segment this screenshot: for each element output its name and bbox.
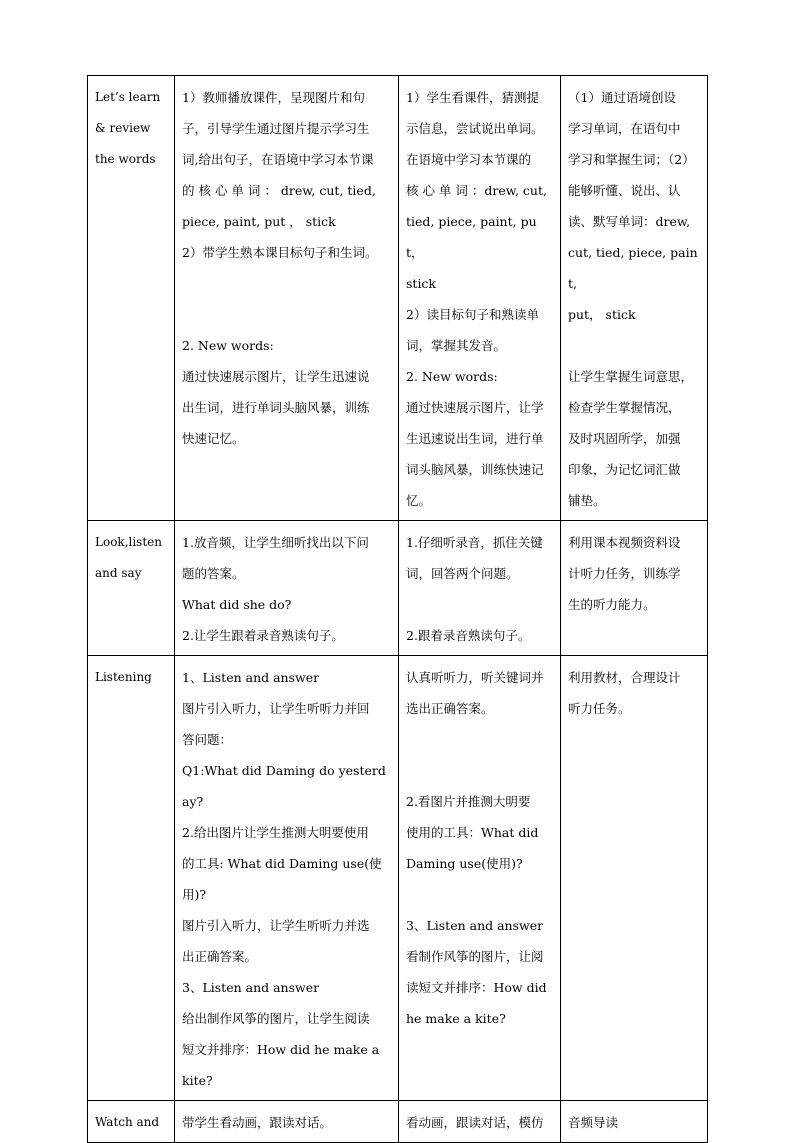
student-text-line: 词，掌握其发音。 [406, 338, 507, 353]
blank-line [406, 879, 553, 910]
purpose-text-line: cut, tied, piece, paint, [568, 245, 698, 291]
student-text-line: 2.跟着录音熟读句子。 [406, 628, 531, 643]
step-text-line: Let’s learn [95, 90, 161, 104]
purpose-text-line: 及时巩固所学，加强 [568, 431, 681, 446]
student-text-line: 在语境中学习本节课的 [406, 152, 532, 167]
purpose-text-line: 读、默写单词：drew, [568, 214, 691, 229]
student-text-line: 词头脑风暴，训练快速记 [406, 462, 544, 477]
teacher-text-line: 的 核 心 单 词 ： drew, cut, tied, [182, 183, 376, 198]
student-text-line: 2. New words: [406, 369, 498, 384]
teacher-cell [175, 656, 399, 1101]
purpose-text-line: 印象，为记忆词汇做 [568, 462, 681, 477]
teacher-text-line: 2.给出图片让学生推测大明要使用 [182, 825, 369, 840]
teacher-cell [175, 1101, 399, 1143]
purpose-text-line: 铺垫。 [568, 493, 606, 508]
purpose-text-line: 计听力任务，训练学 [568, 566, 681, 581]
student-text-line: 忆。 [406, 493, 432, 508]
teacher-text-line: 带学生看动画，跟读对话。 [182, 1115, 333, 1130]
table-row [88, 1101, 708, 1143]
blank-line [406, 755, 553, 786]
teacher-text-line: 出正确答案。 [182, 949, 258, 964]
step-text-line: & review [95, 121, 151, 135]
student-text-line: 生迅速说出生词，进行单 [406, 431, 544, 446]
step-text-line: Listening [95, 670, 152, 684]
student-text-line: 使用的工具：What did [406, 825, 539, 840]
teacher-text-line: 1）教师播放课件，呈现图片和句 [182, 90, 365, 105]
student-text-line: 核 心 单 词 ：drew, cut, [406, 183, 547, 198]
teacher-text-line: 2. New words: [182, 338, 274, 353]
student-cell [399, 1101, 561, 1143]
teacher-text-line: 图片引入听力，让学生听听力并回 [182, 701, 370, 716]
step-cell [88, 1101, 175, 1143]
step-text-line: and say [95, 566, 142, 580]
step-cell [88, 521, 175, 656]
blank-line [568, 330, 700, 361]
teacher-text-line: 图片引入听力，让学生听听力并选 [182, 918, 370, 933]
teacher-cell [175, 76, 399, 521]
purpose-text-line: 生的听力能力。 [568, 597, 656, 612]
teacher-text-line: Q1:What did Daming do yesterday? [182, 763, 386, 809]
table-row [88, 76, 708, 521]
purpose-text-line: 学习和掌握生词；（2） [568, 152, 695, 167]
teacher-text-line: kite? [182, 1073, 213, 1088]
purpose-text-line: 利用课本视频资料设 [568, 535, 681, 550]
teacher-text-line: 通过快速展示图片，让学生迅速说 [182, 369, 370, 384]
student-text-line: 词，回答两个问题。 [406, 566, 519, 581]
student-text-line: 2.看图片并推测大明要 [406, 794, 531, 809]
student-text-line: 通过快速展示图片，让学 [406, 400, 544, 415]
blank-line [406, 724, 553, 755]
student-text-line: 看动画，跟读对话，模仿 [406, 1115, 544, 1130]
step-text-line: Watch and [95, 1115, 160, 1129]
student-text-line: 1.仔细听录音，抓住关键 [406, 535, 543, 550]
student-cell [399, 521, 561, 656]
blank-line [182, 299, 391, 330]
purpose-text-line: 检查学生掌握情况， [568, 400, 681, 415]
purpose-cell [561, 76, 708, 521]
table-row [88, 656, 708, 1101]
teacher-text-line: 答问题： [182, 732, 233, 747]
purpose-text-line: 能够听懂、说出、认 [568, 183, 681, 198]
table-row [88, 521, 708, 656]
purpose-text-line: put， stick [568, 307, 636, 322]
teacher-text-line: 的工具: What did Daming use(使用)? [182, 856, 382, 902]
teacher-text-line: 给出制作风筝的图片，让学生阅读 [182, 1011, 370, 1026]
student-text-line: 选出正确答案。 [406, 701, 494, 716]
student-cell [399, 76, 561, 521]
student-text-line: 示信息，尝试说出单词。 [406, 121, 544, 136]
student-text-line: 认真听听力，听关键词并 [406, 670, 544, 685]
student-text-line: 3、Listen and answer [406, 918, 544, 933]
purpose-text-line: 听力任务。 [568, 701, 631, 716]
blank-line [182, 268, 391, 299]
step-cell [88, 656, 175, 1101]
student-text-line: stick [406, 276, 437, 291]
teacher-text-line: 快速记忆。 [182, 431, 245, 446]
teacher-text-line: 短文并排序：How did he make a [182, 1042, 380, 1057]
teacher-text-line: 出生词，进行单词头脑风暴，训练 [182, 400, 370, 415]
teacher-cell [175, 521, 399, 656]
teacher-text-line: 子，引导学生通过图片提示学习生 [182, 121, 370, 136]
student-text-line: Daming use(使用)? [406, 856, 523, 871]
purpose-cell [561, 521, 708, 656]
teacher-text-line: 1、Listen and answer [182, 670, 320, 685]
student-text-line: 看制作风筝的图片，让阅 [406, 949, 544, 964]
purpose-text-line: 利用教材，合理设计 [568, 670, 681, 685]
teacher-text-line: 词,给出句子，在语境中学习本节课 [182, 152, 374, 167]
student-text-line: tied, piece, paint, put， [406, 214, 537, 260]
purpose-text-line: 音频导读 [568, 1115, 619, 1130]
step-cell [88, 76, 175, 521]
purpose-text-line: 让学生掌握生词意思， [568, 369, 694, 384]
purpose-text-line: （1）通过语境创设 [568, 90, 676, 105]
purpose-cell [561, 656, 708, 1101]
student-text-line: 2）读目标句子和熟读单 [406, 307, 539, 322]
teacher-text-line: 2）带学生熟本课目标句子和生词。 [182, 245, 378, 260]
teacher-text-line: 3、Listen and answer [182, 980, 320, 995]
student-text-line: he make a kite? [406, 1011, 506, 1026]
step-text-line: the words [95, 152, 156, 166]
purpose-cell [561, 1101, 708, 1143]
student-text-line: 读短文并排序：How did [406, 980, 547, 995]
teacher-text-line: 题的答案。 [182, 566, 245, 581]
teacher-text-line: 1.放音频，让学生细听找出以下问 [182, 535, 369, 550]
purpose-text-line: 学习单词，在语句中 [568, 121, 681, 136]
blank-line [406, 589, 553, 620]
teacher-text-line: 2.让学生跟着录音熟读句子。 [182, 628, 344, 643]
teacher-text-line: piece, paint, put ， stick [182, 214, 336, 229]
step-text-line: Look,listen [95, 535, 162, 549]
student-text-line: 1）学生看课件，猜测提 [406, 90, 539, 105]
student-cell [399, 656, 561, 1101]
lesson-plan-table [87, 75, 708, 1143]
teacher-text-line: What did she do? [182, 597, 292, 612]
